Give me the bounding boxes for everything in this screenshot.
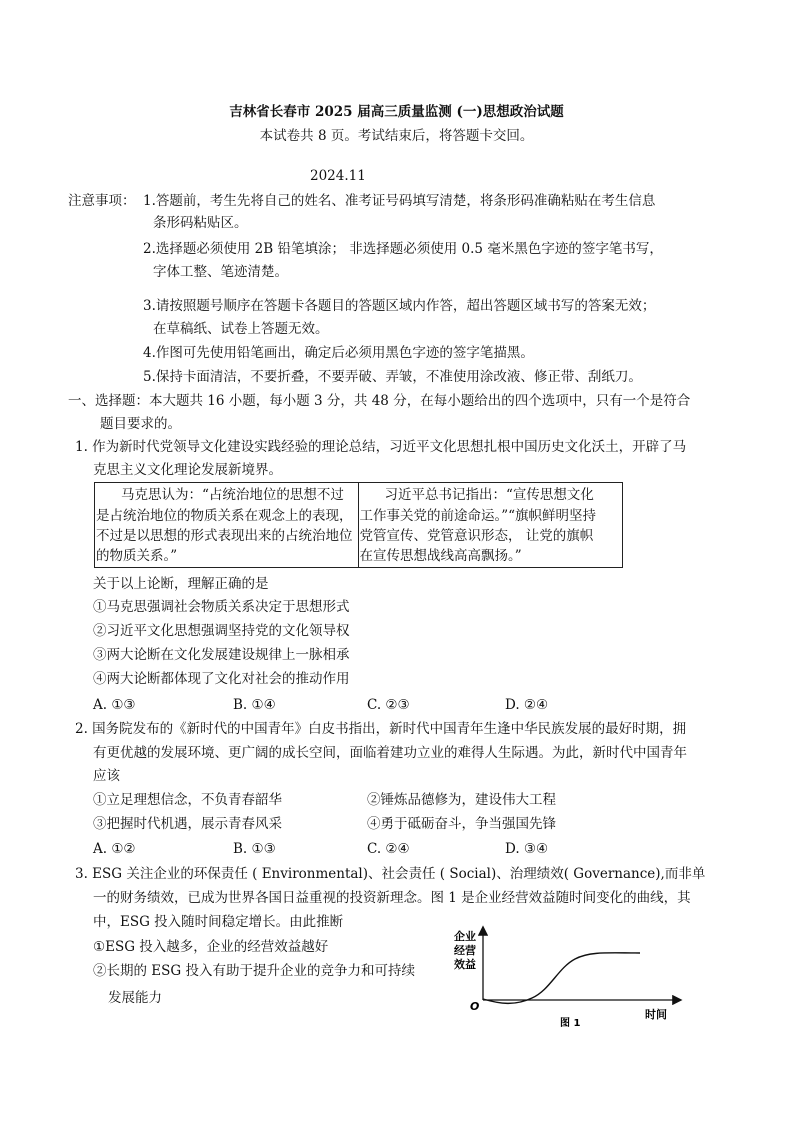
q1-stem-cont: 克思主义文化理论发展新境界。 — [93, 462, 282, 478]
quote-line: 党管宣传、党管意识形态， 让党的旗帜 — [359, 528, 594, 544]
q2-statement: ③把握时代机遇，展示青春风采 — [93, 816, 282, 832]
note-line: 2.选择题必须使用 2B 铅笔填涂； 非选择题必须使用 0.5 毫米黑色字迹的签字笔书写， — [143, 241, 663, 257]
y-label-line: 效益 — [454, 958, 476, 971]
q1-statement: ③两大论断在文化发展建设规律上一脉相承 — [93, 647, 350, 663]
q3-stem: 3. ESG 关注企业的环保责任 ( Environmental)、社会责任 ( Social)、治理绩效( Governance),而非单 — [75, 866, 706, 882]
section-heading: 一、选择题：本大题共 16 小题，每小题 3 分，共 48 分，在每小题给出的四个选项中，只有一个是符合 — [68, 393, 691, 409]
figure-1-diagram — [440, 922, 690, 1032]
q3-statement: ②长期的 ESG 投入有助于提升企业的竞争力和可持续 — [93, 963, 415, 979]
quote-xi — [359, 483, 623, 567]
note-line: 字体工整、笔迹清楚。 — [153, 264, 288, 280]
note-line: 5.保持卡面清洁，不要折叠，不要弄破、弄皱，不准使用涂改液、修正带、刮纸刀。 — [143, 369, 642, 385]
quote-line: 的物质关系。” — [96, 548, 178, 564]
q1-option-d: D. ②④ — [505, 697, 549, 713]
figure-caption: 图 1 — [560, 1018, 581, 1029]
benefit-curve — [483, 953, 640, 1004]
note-line: 条形码粘贴区。 — [153, 215, 248, 231]
q3-stem-cont: 一的财务绩效，已成为世界各国日益重视的投资新理念。图 1 是企业经营效益随时间变化的曲线，其 — [93, 890, 691, 906]
q1-prompt: 关于以上论断，理解正确的是 — [93, 576, 269, 592]
quote-line: 不过是以思想的形式表现出来的占统治地位 — [96, 528, 353, 544]
q2-stem-cont: 有更优越的发展环境、更广阔的成长空间，面临着建功立业的难得人生际遇。为此，新时代中国青年 — [93, 745, 687, 761]
origin-label: O — [470, 1000, 480, 1013]
quote-line: 是占统治地位的物质关系在观念上的表现， — [96, 508, 353, 524]
section-heading-cont: 题目要求的。 — [100, 416, 181, 432]
q2-option-a: A. ①② — [93, 841, 136, 857]
q3-statement: ①ESG 投入越多，企业的经营效益越好 — [93, 939, 329, 955]
y-label-line: 企业 — [454, 930, 476, 943]
quote-line: 工作事关党的前途命运。”“旗帜鲜明坚持 — [359, 508, 597, 524]
q2-stem: 2. 国务院发布的《新时代的中国青年》白皮书指出，新时代中国青年生逢中华民族发展的最好时期，拥 — [75, 721, 687, 737]
note-line: 1.答题前，考生先将自己的姓名、准考证号码填写清楚，将条形码准确粘贴在考生信息 — [143, 193, 656, 209]
q1-statement: ④两大论断都体现了文化对社会的推动作用 — [93, 671, 350, 687]
page-subtitle: 本试卷共 8 页。考试结束后，将答题卡交回。 — [259, 128, 534, 144]
q1-quote-table — [94, 482, 623, 568]
q1-statement: ②习近平文化思想强调坚持党的文化领导权 — [93, 623, 350, 639]
note-line: 在草稿纸、试卷上答题无效。 — [153, 321, 329, 337]
q1-option-c: C. ②③ — [367, 697, 410, 713]
q2-stem-cont: 应该 — [93, 768, 120, 784]
quote-line: 习近平总书记指出：“宣传思想文化 — [384, 487, 594, 503]
notes-label: 注意事项： — [68, 193, 136, 209]
q1-option-a: A. ①③ — [93, 697, 136, 713]
q3-statement-cont: 发展能力 — [108, 990, 162, 1006]
page-title: 吉林省长春市 2025 届高三质量监测 (一)思想政治试题 — [229, 104, 564, 120]
q2-statement: ④勇于砥砺奋斗，争当强国先锋 — [367, 816, 556, 832]
q2-statement: ②锤炼品德修为，建设伟大工程 — [367, 792, 556, 808]
note-line: 4.作图可先使用铅笔画出，确定后必须用黑色字迹的签字笔描黑。 — [143, 345, 534, 361]
quote-marx — [95, 483, 359, 567]
y-label-line: 经营 — [454, 944, 476, 957]
quote-line: 马克思认为：“占统治地位的思想不过 — [121, 487, 344, 503]
q1-statement: ①马克思强调社会物质关系决定于思想形式 — [93, 599, 350, 615]
x-label: 时间 — [645, 1008, 667, 1021]
q1-option-b: B. ①④ — [233, 697, 276, 713]
exam-date: 2024.11 — [310, 168, 366, 184]
q1-stem: 1. 作为新时代党领导文化建设实践经验的理论总结，习近平文化思想扎根中国历史文化沃土，开辟了马 — [75, 439, 687, 455]
q2-option-b: B. ①③ — [233, 841, 276, 857]
note-line: 3.请按照题号顺序在答题卡各题目的答题区域内作答，超出答题区域书写的答案无效； — [143, 298, 656, 314]
q3-stem-cont: 中，ESG 投入随时间稳定增长。由此推断 — [93, 914, 344, 930]
quote-line: 在宣传思想战线高高飘扬。” — [359, 548, 522, 564]
q2-option-c: C. ②④ — [367, 841, 410, 857]
q2-statement: ①立足理想信念，不负青春韶华 — [93, 792, 282, 808]
q2-option-d: D. ③④ — [505, 841, 549, 857]
